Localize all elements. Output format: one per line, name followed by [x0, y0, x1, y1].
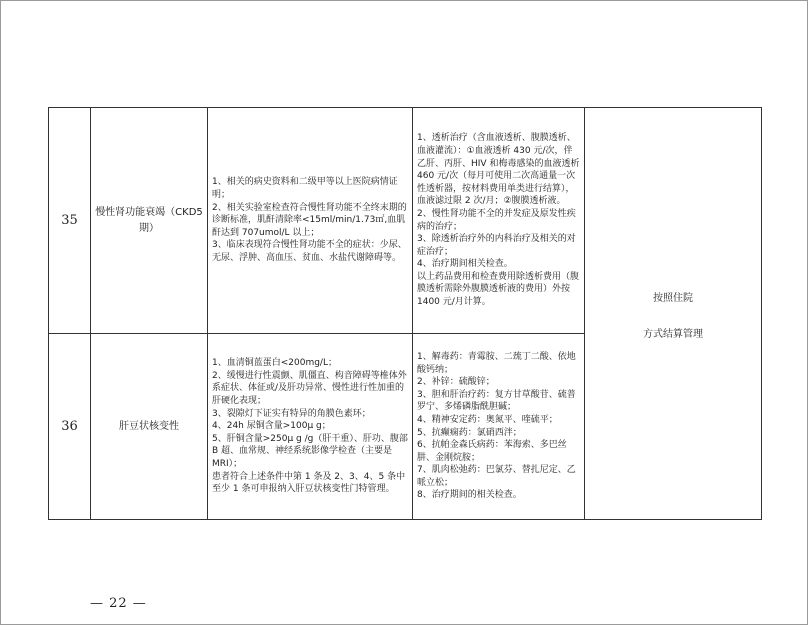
condition-item: 患者符合上述条件中第 1 条及 2、3、4、5 条中至少 1 条可申报纳入肝豆状核变性门特管理。 — [212, 471, 406, 495]
treatment-item: 2、补锌：硫酸锌； — [417, 377, 495, 388]
treatment-item: 3、胆和肝治疗药：复方甘草酸苷、硫普罗宁、多烯磷脂酰胆碱； — [417, 389, 576, 413]
treatment-scope — [413, 108, 585, 334]
treatment-item: 5、抗癫痫药：氯硝西泮； — [417, 427, 522, 438]
condition-item: 3、临床表现符合慢性肾功能不全的症状：少尿、无尿、浮肿、高血压、贫血、水盐代谢障碍等。 — [212, 240, 407, 263]
row-number: 36 — [49, 334, 91, 520]
disease-name: 肝豆状核变性 — [91, 334, 208, 520]
treatment-item: 以上药品费用和检查费用除透析费用（腹膜透析需除外腹膜透析液的费用）外按 1400 元/月计算。 — [417, 271, 580, 308]
condition-item: 5、肝铜含量>250μ g /g（肝干重）、肝功、腹部 B 超、血常规、神经系统影像学检查（主要是 MRI）； — [212, 433, 408, 469]
admission-conditions — [208, 108, 413, 334]
disease-name: 慢性肾功能衰竭（CKD5期） — [91, 108, 208, 334]
condition-item: 1、血清铜蓝蛋白<200mg/L； — [212, 358, 337, 369]
admission-conditions — [208, 334, 413, 520]
settlement-line-2: 方式结算管理 — [643, 328, 703, 340]
condition-item: 2、相关实验室检查符合慢性肾功能不全终末期的诊断标准，肌酐清除率<15ml/min/1.73㎡,血肌酐达到 707umol/L 以上； — [212, 202, 407, 238]
condition-item: 4、24h 尿铜含量>100μ g； — [212, 421, 331, 432]
settlement-line-1: 按照住院 — [653, 292, 693, 304]
treatment-item: 1、透析治疗（含血液透析、腹膜透析、血液灌流）：①血液透析 430 元/次，伴乙肝、丙肝、HIV 和梅毒感染的血液透析 460 元/次（每月可使用二次高通量一次性透析器，按材料费用单类进行结算），血液滤过限 2 次/月；②腹膜透析液。 — [417, 133, 580, 207]
treatment-item: 4、治疗期间相关检查。 — [417, 259, 513, 270]
treatment-scope — [413, 334, 585, 520]
condition-item: 2、缓慢进行性震颤、肌僵直、构音障碍等椎体外系症状、体征或/及肝功异常、慢性进行性加重的肝硬化表现； — [212, 370, 407, 407]
table-row — [49, 108, 762, 334]
treatment-item: 4、精神安定药：奥氮平、喹硫平； — [417, 414, 558, 425]
condition-item: 1、相关的病史资料和二级甲等以上医院病情证明； — [212, 177, 398, 201]
page-number: — 22 — — [90, 596, 147, 611]
treatment-item: 1、解毒药：青霉胺、二巯丁二酸、依地酸钙纳； — [417, 351, 576, 375]
treatment-item: 3、除透析治疗外的内科治疗及相关的对症治疗； — [417, 234, 576, 257]
settlement-method — [585, 108, 762, 520]
treatment-item: 8、治疗期间的相关检查。 — [417, 490, 522, 501]
row-number: 35 — [49, 108, 91, 334]
treatment-item: 6、抗帕金森氏病药：苯海索、多巴丝肼、金刚烷胺； — [417, 440, 567, 463]
condition-item: 3、裂隙灯下证实有特异的角膜色素环； — [212, 408, 371, 419]
treatment-item: 2、慢性肾功能不全的并发症及原发性疾病的治疗； — [417, 208, 576, 232]
disease-table — [48, 107, 762, 520]
treatment-item: 7、肌肉松弛药：巴氯芬、替扎尼定、乙哌立松； — [417, 465, 576, 488]
